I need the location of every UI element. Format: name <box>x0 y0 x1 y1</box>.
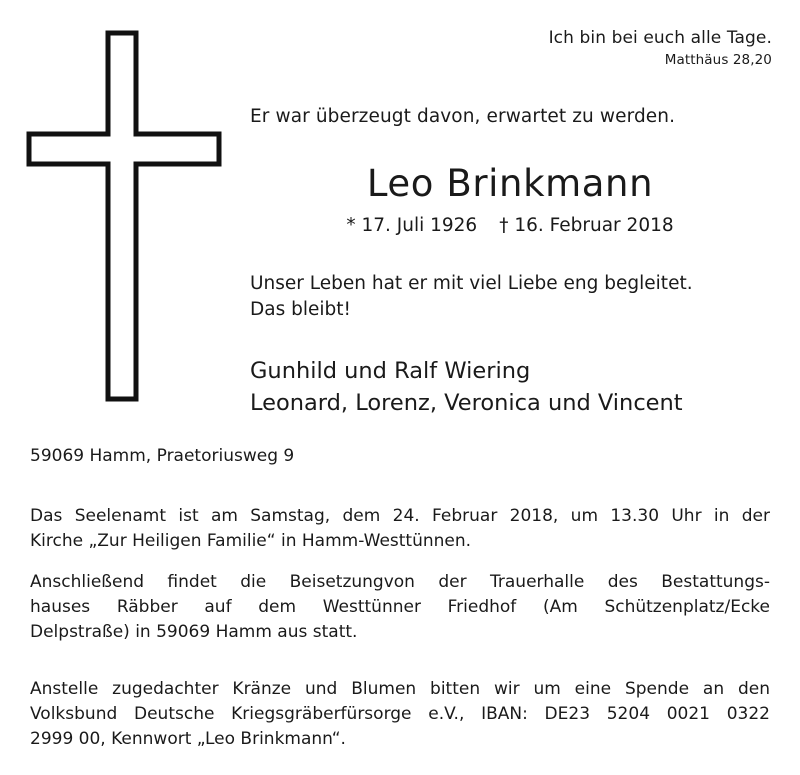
life-dates <box>250 215 770 236</box>
burial-line: Anschließend findet die Beisetzungvon der Trauerhalle des Bestattungs- <box>30 572 770 592</box>
bible-verse-reference: Matthäus 28,20 <box>664 52 772 68</box>
mourners <box>250 355 683 419</box>
donation-line: 2999 00, Kennwort „Leo Brinkmann“. <box>30 729 346 749</box>
donation-line: Volksbund Deutsche Kriegsgräberfürsorge e.V., IBAN: DE23 5204 0021 0322 <box>30 704 770 724</box>
tribute-text <box>250 271 693 323</box>
birth-date: * 17. Juli 1926 <box>346 215 478 236</box>
family-address: 59069 Hamm, Praetoriusweg 9 <box>30 446 295 466</box>
death-date: † 16. Februar 2018 <box>499 215 674 236</box>
intro-text: Er war überzeugt davon, erwartet zu werden. <box>250 106 676 127</box>
service-details <box>30 504 770 554</box>
tribute-line: Das bleibt! <box>250 299 351 320</box>
bible-verse-quote: Ich bin bei euch alle Tage. <box>548 28 772 48</box>
donation-request <box>30 677 770 752</box>
service-line: Das Seelenamt ist am Samstag, dem 24. Februar 2018, um 13.30 Uhr in der <box>30 506 770 526</box>
burial-line: Delpstraße) in 59069 Hamm aus statt. <box>30 622 358 642</box>
bible-verse <box>549 26 772 70</box>
cross-icon <box>26 30 222 402</box>
donation-line: Anstelle zugedachter Kränze und Blumen bitten wir um eine Spende an den <box>30 679 770 699</box>
mourners-line: Gunhild und Ralf Wiering <box>250 358 531 384</box>
burial-line: hauses Räbber auf dem Westtünner Friedhof (Am Schützenplatz/Ecke <box>30 597 770 617</box>
mourners-line: Leonard, Lorenz, Veronica und Vincent <box>250 390 683 416</box>
tribute-line: Unser Leben hat er mit viel Liebe eng begleitet. <box>250 273 693 294</box>
service-line: Kirche „Zur Heiligen Familie“ in Hamm-Westtünnen. <box>30 531 472 551</box>
burial-details <box>30 570 770 645</box>
deceased-name: Leo Brinkmann <box>366 162 654 205</box>
